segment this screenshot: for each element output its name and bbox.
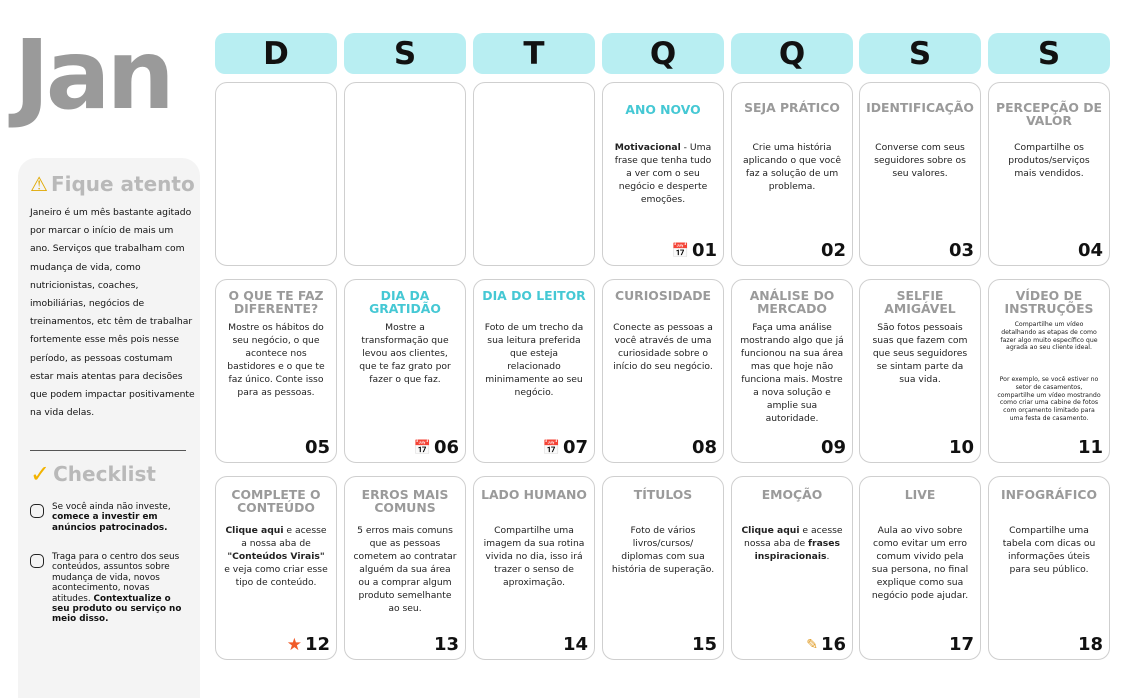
day-title: INFOGRÁFICO bbox=[1001, 487, 1097, 502]
attention-heading bbox=[30, 172, 195, 196]
day-description: 5 erros mais comuns que as pessoas cometem ao contratar alguém da sua área ou a comprar algum produto semelhante ao seu. bbox=[353, 525, 457, 614]
weekday-header: S bbox=[988, 33, 1110, 74]
sidebar-divider bbox=[30, 450, 186, 451]
checklist-item[interactable] bbox=[30, 502, 190, 533]
checklist-item-text: Se você ainda não investe, comece a investir em anúncios patrocinados. bbox=[52, 502, 171, 533]
calendar-day-01[interactable] bbox=[602, 82, 724, 266]
calendar-day-14[interactable] bbox=[473, 476, 595, 660]
checkbox[interactable] bbox=[30, 554, 44, 568]
weekday-header: D bbox=[215, 33, 337, 74]
calendar-icon: 📅 bbox=[413, 440, 431, 456]
day-number: 04 bbox=[1077, 240, 1103, 261]
star-icon: ★ bbox=[286, 635, 302, 655]
day-number: 18 bbox=[1077, 634, 1103, 655]
weekday-header: Q bbox=[602, 33, 724, 74]
day-description: Foto de vários livros/cursos/ diplomas com sua história de superação. bbox=[611, 525, 715, 575]
calendar-icon: 📅 bbox=[542, 440, 560, 456]
day-title: LADO HUMANO bbox=[481, 487, 587, 502]
attention-title: Fique atento bbox=[50, 172, 195, 196]
day-description: Crie uma história aplicando o que você faz a solução de um problema. bbox=[743, 142, 841, 192]
day-number: 08 bbox=[691, 437, 717, 458]
day-title: SEJA PRÁTICO bbox=[744, 100, 840, 115]
calendar-day-05[interactable] bbox=[215, 279, 337, 463]
day-number: 15 bbox=[691, 634, 717, 655]
day-number: ★ 12 bbox=[286, 634, 330, 655]
weekday-header: Q bbox=[731, 33, 853, 74]
day-description: São fotos pessoais suas que fazem com que seus seguidores se sintam parte da sua vida. bbox=[872, 322, 968, 385]
calendar-day-02[interactable] bbox=[731, 82, 853, 266]
day-title: EMOÇÃO bbox=[761, 487, 823, 502]
day-number: 13 bbox=[433, 634, 459, 655]
day-description-example: Por exemplo, se você estiver no setor de casamentos, compartilhe um vídeo mostrando como criar uma cabine de fotos com orçamento limitado para uma festa de casamento. bbox=[997, 376, 1101, 422]
weekday-header: S bbox=[344, 33, 466, 74]
tips-sidebar bbox=[18, 158, 200, 698]
day-title: CURIOSIDADE bbox=[615, 288, 711, 303]
checkbox[interactable] bbox=[30, 504, 44, 518]
day-description: Mostre a transformação que levou aos clientes, que te faz grato por fazer o que faz. bbox=[359, 322, 451, 385]
checklist-heading bbox=[30, 462, 156, 486]
day-description: Faça uma análise mostrando algo que já funcionou na sua área mas que hoje não funciona mais. Mostre a nova solução e amplie sua autoridade. bbox=[740, 322, 844, 424]
day-description: Foto de um trecho da sua leitura preferida que esteja relacionado minimamente ao seu negócio. bbox=[484, 322, 584, 398]
day-description: Compartilhe os produtos/serviços mais vendidos. bbox=[1008, 142, 1090, 179]
day-title: PERCEPÇÃO DE VALOR bbox=[995, 100, 1102, 128]
calendar-day-12[interactable] bbox=[215, 476, 337, 660]
day-description: Converse com seus seguidores sobre os seu valores. bbox=[874, 142, 966, 179]
day-title: LIVE bbox=[904, 487, 936, 502]
calendar-cell-empty bbox=[215, 82, 337, 266]
day-number: 05 bbox=[304, 437, 330, 458]
month-title: Jan bbox=[14, 19, 171, 131]
day-description: Aula ao vivo sobre como evitar um erro comum vivido pela sua persona, no final explique como sua negócio pode ajudar. bbox=[871, 525, 969, 601]
calendar-day-15[interactable] bbox=[602, 476, 724, 660]
day-title: ERROS MAIS COMUNS bbox=[361, 487, 449, 515]
day-title: DIA DO LEITOR bbox=[482, 288, 586, 303]
day-number: 14 bbox=[562, 634, 588, 655]
day-description: Clique aqui e acesse nossa aba de frases inspiracionais. bbox=[741, 525, 843, 562]
day-number: 📅 07 bbox=[542, 437, 588, 458]
day-title: TÍTULOS bbox=[633, 487, 693, 502]
day-number: 10 bbox=[948, 437, 974, 458]
weekday-header: S bbox=[859, 33, 981, 74]
day-number: 📅 01 bbox=[671, 240, 717, 261]
day-title: DIA DA GRATIDÃO bbox=[369, 288, 441, 316]
calendar-day-04[interactable] bbox=[988, 82, 1110, 266]
day-description: Mostre os hábitos do seu negócio, o que acontece nos bastidores e o que te faz único. Conte isso para as pessoas. bbox=[227, 322, 325, 398]
attention-text: Janeiro é um mês bastante agitado por marcar o início de mais um ano. Serviços que trabalham com mudança de vida, como nutricionistas, coaches, imobiliárias, negócios de treinamentos, etc têm de trabalhar fortemente esse mês pois nesse período, as pessoas costumam estar mais atentas para decisões que podem impactar positivamente na vida delas. bbox=[30, 207, 195, 419]
day-number: 17 bbox=[948, 634, 974, 655]
calendar-day-09[interactable] bbox=[731, 279, 853, 463]
checklist-item-text: Traga para o centro dos seus conteúdos, assuntos sobre mudança de vida, novos acontecimento, novas atitudes. Contextualize o seu produto ou serviço no meio disso. bbox=[52, 552, 182, 625]
day-title: VÍDEO DE INSTRUÇÕES bbox=[1004, 288, 1094, 316]
calendar-day-03[interactable] bbox=[859, 82, 981, 266]
day-number: 11 bbox=[1077, 437, 1103, 458]
day-title: SELFIE AMIGÁVEL bbox=[884, 288, 956, 316]
day-number: 03 bbox=[948, 240, 974, 261]
day-number: 02 bbox=[820, 240, 846, 261]
calendar-day-18[interactable] bbox=[988, 476, 1110, 660]
day-description: Compartilhe um vídeo detalhando as etapas de como fazer algo muito específico que agrada ao seu cliente ideal. bbox=[1000, 321, 1098, 352]
calendar-day-08[interactable] bbox=[602, 279, 724, 463]
day-description: Compartilhe uma imagem da sua rotina vivida no dia, isso irá trazer o senso de aproximação. bbox=[483, 525, 585, 588]
calendar-day-16[interactable] bbox=[731, 476, 853, 660]
checkmark-icon: ✓ bbox=[30, 460, 51, 488]
day-description: Conecte as pessoas a você através de uma curiosidade sobre o início do seu negócio. bbox=[613, 322, 713, 372]
calendar-cell-empty bbox=[473, 82, 595, 266]
day-title: IDENTIFICAÇÃO bbox=[866, 100, 974, 115]
day-number: 📅 06 bbox=[413, 437, 459, 458]
calendar-cell-empty bbox=[344, 82, 466, 266]
day-description: Motivacional - Uma frase que tenha tudo a ver com o seu negócio e desperte emoções. bbox=[614, 142, 712, 205]
weekday-header: T bbox=[473, 33, 595, 74]
calendar-day-11[interactable] bbox=[988, 279, 1110, 463]
calendar-day-10[interactable] bbox=[859, 279, 981, 463]
day-number: 09 bbox=[820, 437, 846, 458]
day-title: COMPLETE O CONTEÚDO bbox=[231, 487, 321, 515]
day-title: ANÁLISE DO MERCADO bbox=[749, 288, 835, 316]
warning-icon: ⚠ bbox=[30, 172, 48, 196]
calendar-day-13[interactable] bbox=[344, 476, 466, 660]
day-description: Clique aqui e acesse a nossa aba de "Conteúdos Virais" e veja como criar esse tipo de conteúdo. bbox=[224, 525, 328, 588]
day-description: Compartilhe uma tabela com dicas ou informações úteis para seu público. bbox=[1002, 525, 1096, 575]
calendar-day-07[interactable] bbox=[473, 279, 595, 463]
day-title: ANO NOVO bbox=[625, 102, 701, 117]
calendar-icon: 📅 bbox=[671, 243, 689, 259]
day-title: O QUE TE FAZ DIFERENTE? bbox=[228, 288, 324, 316]
day-number: ✎ 16 bbox=[806, 634, 846, 655]
checklist-item[interactable] bbox=[30, 552, 190, 625]
calendar-day-17[interactable] bbox=[859, 476, 981, 660]
pencil-icon: ✎ bbox=[806, 637, 818, 653]
checklist-title: Checklist bbox=[53, 462, 156, 486]
calendar-day-06[interactable] bbox=[344, 279, 466, 463]
